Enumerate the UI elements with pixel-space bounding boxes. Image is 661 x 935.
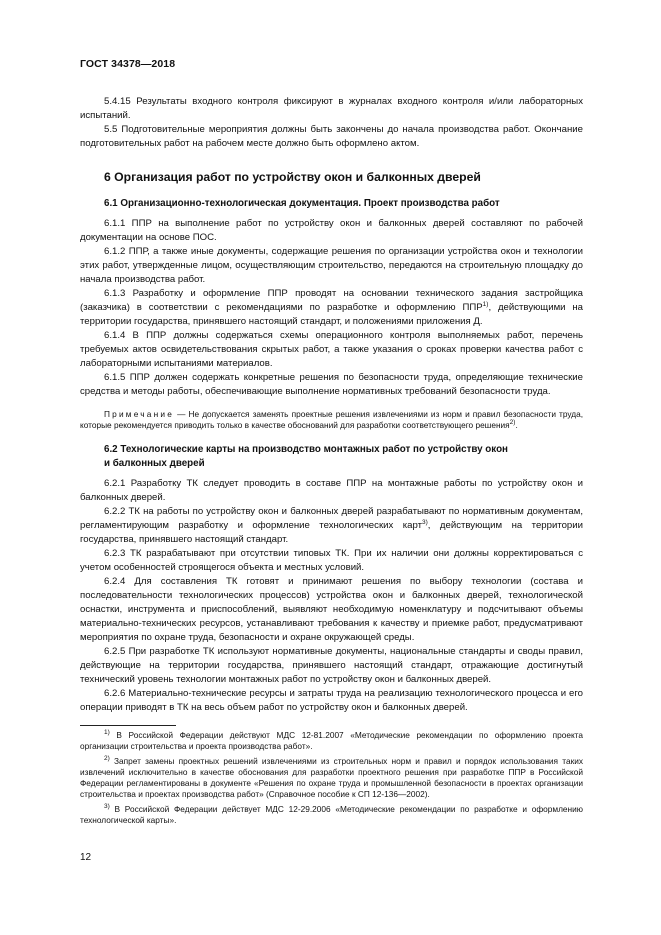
paragraph-6-2-1: 6.2.1 Разработку ТК следует проводить в составе ППР на монтажные работы по устройству окон и балконных дверей.: [80, 478, 583, 503]
document-header: ГОСТ 34378—2018: [80, 58, 176, 70]
footnote-3-text: В Российской Федерации действует МДС 12-29.2006 «Методические рекомендации по разработке и оформлению технологической карты».: [80, 804, 583, 825]
note-text: — Не допускается заменять проектные решения извлечениями из норм и правил безопасности труда, которые рекомендуется приводить только в качестве обоснований для разработки соответствующего решения: [80, 409, 583, 430]
footnote-ref-3: 3): [422, 519, 428, 526]
paragraph-6-2-4: 6.2.4 Для составления ТК готовят и принимают решения по выбору технологии (состава и последовательности технологических процессов) устройства окон и балконных дверей, технологической оснастки, инструмента и приспособлений, выявляют необходимую номенклатуру и подсчитывают объемы материально-технических ресурсов, устанавливают требования к качеству и приемке работ, предусматривают мероприятия по охране труда, безопасности и охране окружающей среды.: [80, 576, 583, 643]
subsection-6-2-heading-line2: и балконных дверей: [104, 458, 205, 469]
footnote-1-text: В Российской Федерации действуют МДС 12-81.2007 «Методические рекомендации по оформлению проекта организации строительства и проекта производства работ».: [80, 730, 583, 751]
paragraph-6-1-5: 6.1.5 ППР должен содержать конкретные решения по безопасности труда, определяющие технические средства и методы работы, обеспечивающие выполнение нормативных требований безопасности труда.: [80, 372, 583, 397]
note-end: .: [515, 420, 518, 430]
paragraph-6-2-6: 6.2.6 Материально-технические ресурсы и затраты труда на реализацию технологического процесса и его операции приводят в ТК на весь объем работ по устройству окон и балконных дверей.: [80, 688, 583, 713]
footnote-2-mark: 2): [104, 755, 110, 762]
paragraph-5-4-15: 5.4.15 Результаты входного контроля фиксируют в журналах входного контроля и/или лабораторных испытаний.: [80, 96, 583, 121]
paragraph-6-1-3-text-b: , действующими на территории государства, принявшего настоящий стандарт, и положениями приложения Д.: [80, 302, 583, 327]
footnote-1: [80, 730, 583, 752]
page-content: [80, 95, 583, 830]
page-number: 12: [80, 852, 92, 863]
subsection-6-2-heading-line1: 6.2 Технологические карты на производство монтажных работ по устройству окон: [104, 444, 508, 455]
paragraph-6-2-3: 6.2.3 ТК разрабатывают при отсутствии типовых ТК. При их наличии они должны корректироваться с учетом особенностей строящегося объекта и местных условий.: [80, 548, 583, 573]
paragraph-6-2-2-text-b: , действующим на территории государства, принявшего настоящий стандарт.: [80, 520, 583, 545]
paragraph-6-1-3-text-a: 6.1.3 Разработку и оформление ППР проводят на основании технического задания застройщика (заказчика) в соответствии с рекомендациями по разработке и оформлению ППР: [80, 288, 583, 313]
footnote-3: [80, 804, 583, 826]
footnote-1-mark: 1): [104, 729, 110, 736]
paragraph-6-2-2: [80, 505, 583, 547]
footnote-2-text: Запрет замены проектных решений извлечениями из строительных норм и правил и порядок использования таких извлечений исключительно в качестве обоснования для разработки проектного решения при разработке ППР в Российской Федерации регламентированы в документе «Решения по охране труда и промышленной безопасности в проектах организации строительства и проектах производства работ» (Справочное пособие к СП 12-136—2002).: [80, 756, 583, 799]
paragraph-6-1-1: 6.1.1 ППР на выполнение работ по устройству окон и балконных дверей составляют по рабочей документации на основе ПОС.: [80, 218, 583, 243]
footnote-ref-2: 2): [509, 419, 516, 426]
paragraph-6-1-4: 6.1.4 В ППР должны содержаться схемы операционного контроля выполняемых работ, перечень требуемых актов освидетельствования скрытых работ, а также указания о сроках проверки качества работ с лабораторными испытаниями материалов.: [80, 330, 583, 369]
footnote-divider: [80, 725, 176, 726]
footnote-2: [80, 756, 583, 800]
paragraph-6-1-3: [80, 287, 583, 329]
subsection-6-1-heading: 6.1 Организационно-технологическая документация. Проект производства работ: [104, 198, 500, 209]
paragraph-6-2-5: 6.2.5 При разработке ТК используют нормативные документы, национальные стандарты и своды правил, действующие на территории государства, принявшего настоящий стандарт, отражающие достигнутый технический уровень технологии монтажных работ по устройству окон и балконных дверей.: [80, 646, 583, 685]
footnote-ref-1: 1): [482, 301, 489, 308]
section-6-heading: 6 Организация работ по устройству окон и балконных дверей: [104, 170, 481, 184]
footnote-3-mark: 3): [104, 803, 110, 810]
note-6-1: [80, 409, 583, 431]
paragraph-5-5: 5.5 Подготовительные мероприятия должны быть закончены до начала производства работ. Окончание подготовительных работ на рабочем месте должно быть оформлено актом.: [80, 124, 583, 149]
note-label: Примечание: [104, 409, 175, 419]
paragraph-6-1-2: 6.1.2 ППР, а также иные документы, содержащие решения по организации устройства окон и технологии этих работ, утвержденные лицом, осуществляющим строительство, передаются на строительную площадку до начала производства работ.: [80, 246, 583, 285]
paragraph-6-2-2-text-a: 6.2.2 ТК на работы по устройству окон и балконных дверей разрабатывают по нормативным документам, регламентирующим разработку и оформление технологических карт: [80, 506, 583, 531]
